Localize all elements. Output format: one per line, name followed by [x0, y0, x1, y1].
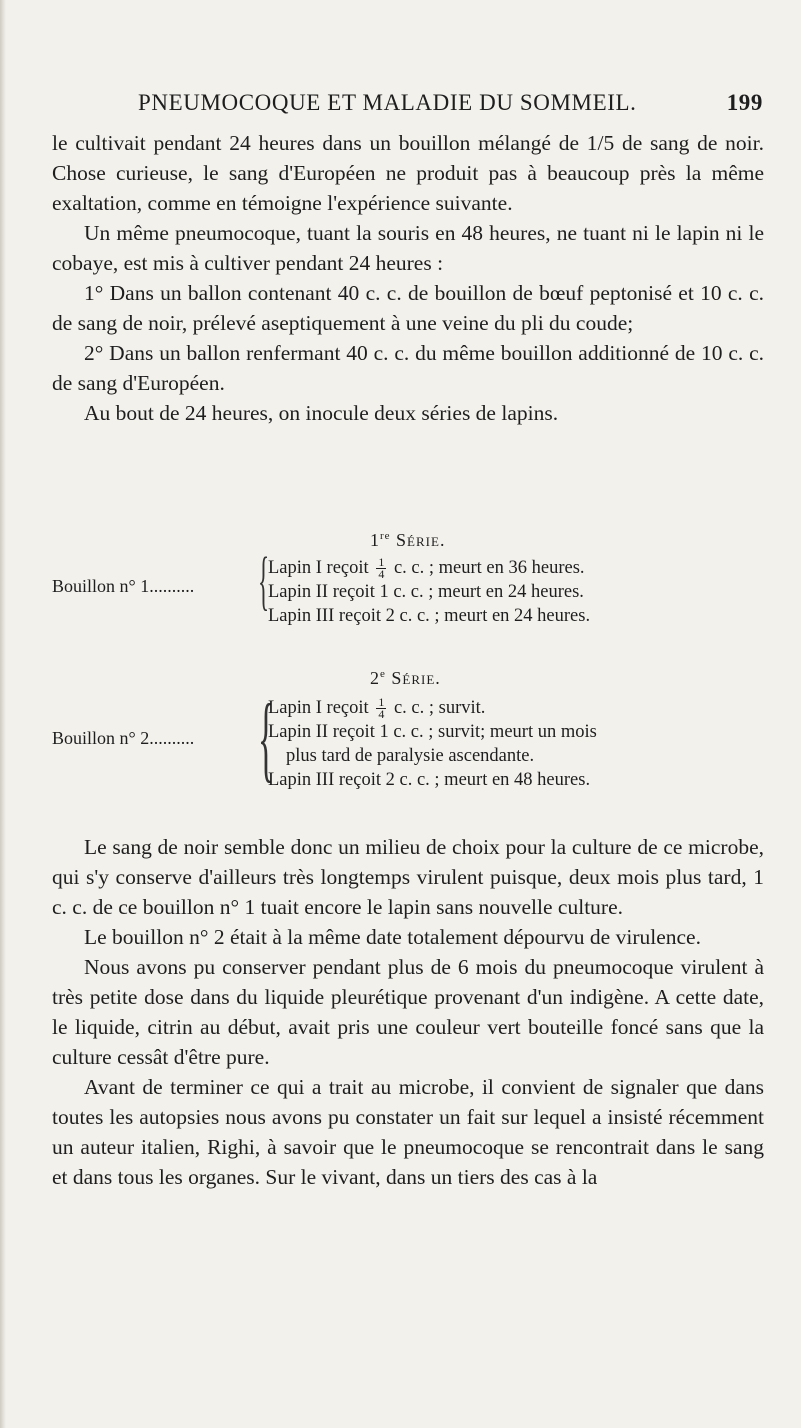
paragraph: Nous avons pu conserver pendant plus de 6 mois du pneumocoque virulent à très petite dose dans du liquide pleurétique provenant d'un indigène. A cette date, le liquide, citrin au début, avait pris une couleur vert bouteille foncé sans que la culture cessât d'être pure.	[52, 955, 764, 1069]
paragraph: Le bouillon n° 2 était à la même date totalement dépourvu de virulence.	[84, 925, 701, 949]
paragraph: Le sang de noir semble donc un milieu de choix pour la culture de ce microbe, qui s'y conserve d'ailleurs très longtemps virulent puisque, deux mois plus tard, 1 c. c. de ce bouillon n° 1 tuait encore le lapin sans nouvelle culture.	[52, 835, 764, 919]
running-title: PNEUMOCOQUE ET MALADIE DU SOMMEIL.	[138, 90, 637, 115]
paragraph: Au bout de 24 heures, on inocule deux séries de lapins.	[84, 401, 559, 425]
series-1-brace: {	[258, 544, 270, 617]
paragraph: 1° Dans un ballon contenant 40 c. c. de bouillon de bœuf peptonisé et 10 c. c. de sang de noir, prélevé aseptiquement à une veine du pli du coude;	[52, 281, 764, 335]
running-header	[138, 90, 763, 120]
series-1-ordinal-sup: re	[380, 530, 391, 542]
paragraph: Avant de terminer ce qui a trait au microbe, il convient de signaler que dans toutes les autopsies nous avons pu constater un fait sur lequel a insisté récemment un auteur italien, Righi, à savoir que le pneumocoque se rencontrait dans le sang et dans tous les organes. Sur le vivant, dans un tiers des cas à la	[52, 1075, 764, 1189]
fraction: $\frac{1}{4}$	[378, 695, 385, 722]
series-1-entries	[268, 556, 768, 628]
series-2-entry: plus tard de paralysie ascendante.	[286, 746, 535, 767]
body-text-top	[52, 128, 764, 428]
series-1-title	[370, 530, 445, 551]
series-1-label: Bouillon n° 1..........	[52, 576, 195, 596]
series-2-title-text: Série.	[391, 668, 441, 688]
series-1-entry: Lapin I reçoit $\frac{1}{4}$ c. c. ; meurt en 36 heures.	[268, 555, 585, 582]
series-2-entry: Lapin III reçoit 2 c. c. ; meurt en 48 heures.	[268, 770, 591, 791]
series-2-entries	[268, 696, 768, 792]
series-1-ordinal: 1	[370, 530, 380, 550]
series-1-entry: Lapin III reçoit 2 c. c. ; meurt en 24 heures.	[268, 606, 591, 627]
body-text-bottom	[52, 832, 764, 1192]
series-2-ordinal-sup: e	[380, 668, 386, 680]
series-1-title-text: Série.	[396, 530, 446, 550]
series-2-title	[370, 668, 441, 689]
fraction: $\frac{1}{4}$	[378, 555, 385, 582]
paragraph: 2° Dans un ballon renfermant 40 c. c. du même bouillon additionné de 10 c. c. de sang d'Européen.	[52, 341, 764, 395]
paragraph: le cultivait pendant 24 heures dans un bouillon mélangé de 1/5 de sang de noir. Chose curieuse, le sang d'Européen ne produit pas à beaucoup près la même exaltation, comme en témoigne l'expérience suivante.	[52, 131, 764, 215]
series-2-ordinal: 2	[370, 668, 380, 688]
series-2-label: Bouillon n° 2..........	[52, 728, 195, 748]
series-2-entry: Lapin I reçoit $\frac{1}{4}$ c. c. ; survit.	[268, 695, 486, 722]
series-2-entry: Lapin II reçoit 1 c. c. ; survit; meurt un mois	[268, 722, 597, 743]
page-edge-shadow	[0, 0, 6, 1428]
series-2-brace: {	[258, 684, 275, 791]
series-1-entry: Lapin II reçoit 1 c. c. ; meurt en 24 heures.	[268, 582, 584, 603]
page-number: 199	[726, 90, 763, 115]
paragraph: Un même pneumocoque, tuant la souris en 48 heures, ne tuant ni le lapin ni le cobaye, est mis à cultiver pendant 24 heures :	[52, 221, 764, 275]
